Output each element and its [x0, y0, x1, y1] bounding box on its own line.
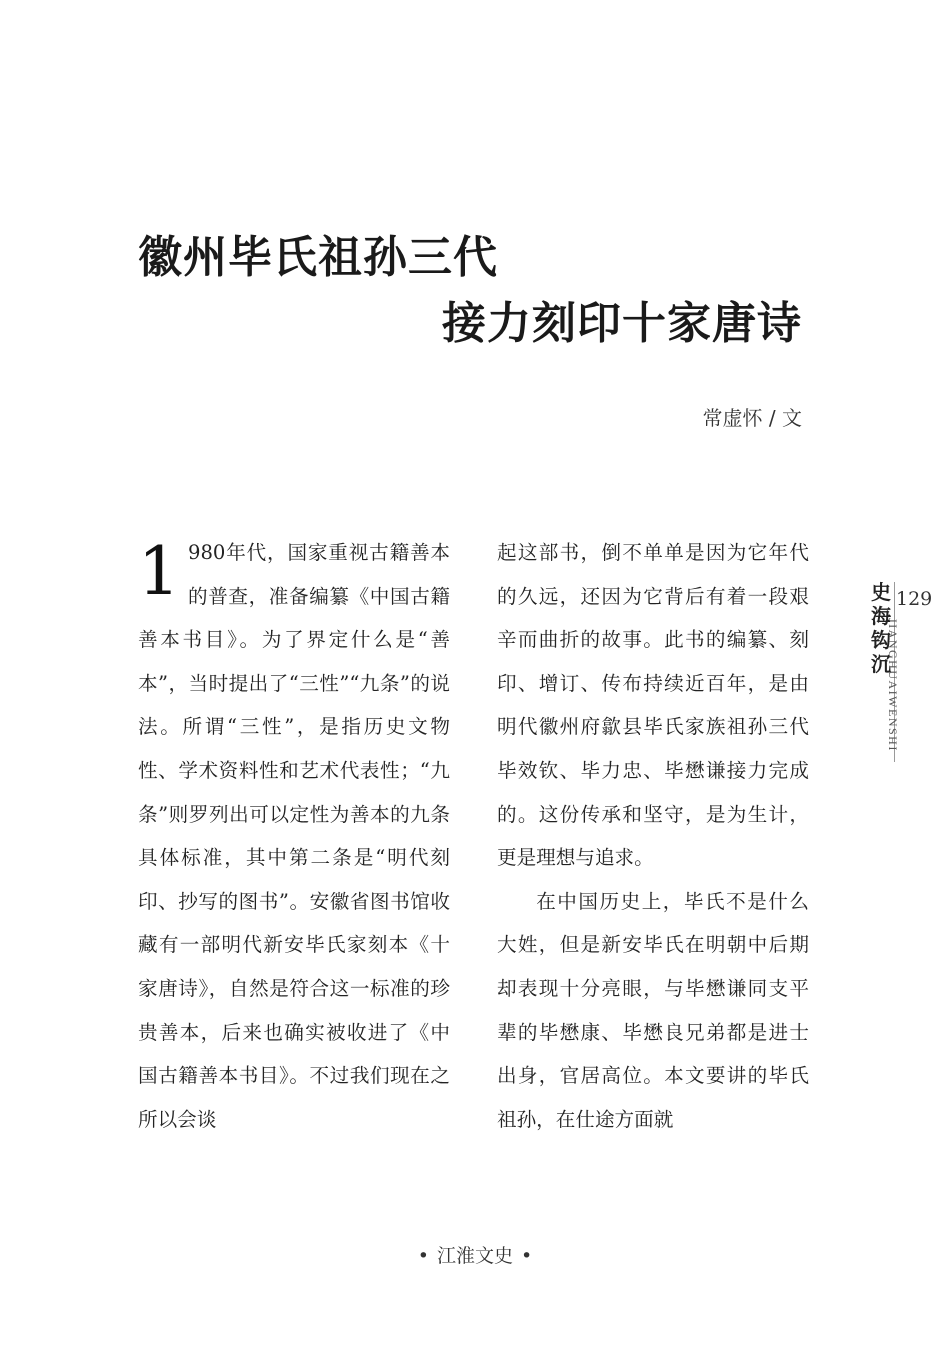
article-title-line-1: 徽州毕氏祖孙三代: [138, 232, 498, 283]
journal-pinyin-text: JIANGHUAIWENSHI: [886, 618, 900, 752]
body-column-left: [138, 531, 450, 1141]
paragraph-continuation: 起这部书，倒不单单是因为它年代的久远，还因为它背后有着一段艰辛而曲折的故事。此书的编纂、刻印、增订、传布持续近百年，是由明代徽州府歙县毕氏家族祖孙三代毕效钦、毕力忠、毕懋谦接力完成的。这份传承和坚守，是为生计，更是理想与追求。: [497, 541, 809, 870]
page-number: 129: [896, 588, 933, 610]
journal-name: 江淮文史: [436, 1245, 513, 1267]
section-label: 史海钩沉: [871, 580, 891, 676]
body-column-right: [497, 531, 809, 1141]
drop-cap: 1: [138, 533, 180, 610]
footer-bullet-left: •: [417, 1245, 429, 1267]
author-byline: 常虚怀 / 文: [702, 406, 802, 430]
paragraph: [138, 531, 450, 1141]
journal-pinyin: [886, 618, 910, 768]
page-footer: [0, 1242, 950, 1270]
article-title-line-2: 接力刻印十家唐诗: [442, 298, 802, 349]
paragraph-text: 980年代，国家重视古籍善本的普查，准备编纂《中国古籍善本书目》。为了界定什么是“善本”，当时提出了“三性”“九条”的说法。所谓“三性”，是指历史文物性、学术资料性和艺术代表性；“九条”则罗列出可以定性为善本的九条具体标准，其中第二条是“明代刻印、抄写的图书”。安徽省图书馆收藏有一部明代新安毕氏家刻本《十家唐诗》，自然是符合这一标准的珍贵善本，后来也确实被收进了《中国古籍善本书目》。不过我们现在之所以会谈: [138, 541, 450, 1131]
footer-bullet-right: •: [521, 1245, 533, 1267]
paragraph: 在中国历史上，毕氏不是什么大姓，但是新安毕氏在明朝中后期却表现十分亮眼，与毕懋谦同支平辈的毕懋康、毕懋良兄弟都是进士出身，官居高位。本文要讲的毕氏祖孙，在仕途方面就: [497, 889, 809, 1131]
